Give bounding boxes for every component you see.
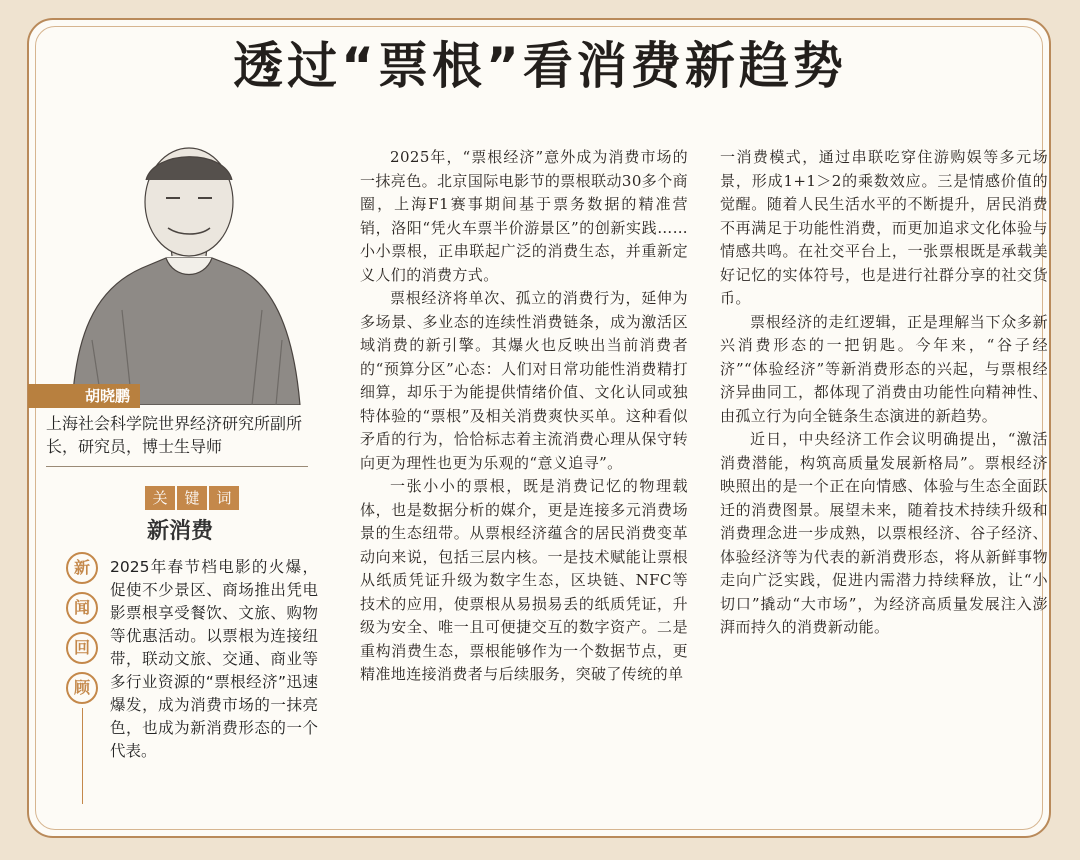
article-column-1: [360, 146, 688, 687]
article-paragraph-continued: 一消费模式，通过串联吃穿住游购娱等多元场景，形成1+1＞2的乘数效应。三是情感价值的觉醒。随着人民生活水平的不断提升，居民消费不再满足于功能性消费，而更加追求文化体验与情感共鸣。在社交平台上，一张票根既是承载美好记忆的实体符号，也是进行社群分享的社交货币。: [720, 148, 1048, 307]
news-review-line: [82, 708, 83, 804]
news-review-char: 新: [66, 552, 98, 584]
article-paragraph: 票根经济将单次、孤立的消费行为，延伸为多场景、多业态的连续性消费链条，成为激活区域消费的新引擎。其爆火也反映出当前消费者的“预算分区”心态：人们对日常功能性消费精打细算，却乐于为能提供情绪价值、文化认同或独特体验的“票根”及相关消费爽快买单。这种看似矛盾的行为，恰恰标志着主流消费心理从保守转向更为理性也更为乐观的“意义追寻”。: [360, 289, 688, 472]
keyword-badge: [145, 486, 239, 510]
author-title: 上海社会科学院世界经济研究所副所长，研究员，博士生导师: [46, 414, 303, 456]
divider: [46, 466, 308, 467]
news-review-char: 顾: [66, 672, 98, 704]
article-paragraph: 一张小小的票根，既是消费记忆的物理载体，也是数据分析的媒介，更是连接多元消费场景的生态纽带。从票根经济蕴含的居民消费变革动向来说，包括三层内核。一是技术赋能让票根从纸质凭证升级为数字生态，区块链、NFC等技术的应用，使票根从易损易丢的纸质凭证，升级为安全、唯一且可便捷交互的数字资产。二是重构消费生态，票根能够作为一个数据节点，更精准地连接消费者与后续服务，突破了传统的单: [360, 477, 688, 683]
headline: 透过“票根”看消费新趋势: [233, 37, 847, 95]
news-review-text: 2025年春节档电影的火爆，促使不少景区、商场推出凭电影票根享受餐饮、文旅、购物等优惠活动。以票根为连接纽带，联动文旅、交通、商业等多行业资源的“票根经济”迅速爆发，成为消费市场的一抹亮色，也成为新消费形态的一个代表。: [110, 558, 318, 760]
keyword-badge-char: 词: [209, 486, 239, 510]
news-review-char: 回: [66, 632, 98, 664]
article-paragraph: 近日，中央经济工作会议明确提出，“激活消费潜能，构筑高质量发展新格局”。票根经济映照出的是一个正在向情感、体验与生态全面跃迁的消费图景。展望未来，随着技术持续升级和消费理念进一步成熟，以票根经济、谷子经济、体验经济等为代表的新消费形态，将从新鲜事物走向广泛实践，促进内需潜力持续释放，让“小切口”撬动“大市场”，为经济高质量发展注入澎湃而持久的消费新动能。: [720, 430, 1048, 636]
author-name: 胡晓鹏: [28, 384, 140, 408]
news-review-char: 闻: [66, 592, 98, 624]
article-column-2: [720, 146, 1048, 640]
article-paragraph: 2025年，“票根经济”意外成为消费市场的一抹亮色。北京国际电影节的票根联动30多个商圈，上海F1赛事期间基于票务数据的精准营销，洛阳“凭火车票半价游景区”的创新实践……小小票根，正串联起广泛的消费生态，并重新定义人们的消费方式。: [360, 148, 688, 284]
news-review-label: [66, 552, 96, 712]
article-paragraph: 票根经济的走红逻辑，正是理解当下众多新兴消费形态的一把钥匙。今年来，“谷子经济”“体验经济”等新消费形态的兴起，与票根经济异曲同工，都体现了消费由功能性向精神性、由孤立行为向全链条生态演进的新趋势。: [720, 312, 1048, 425]
keyword-badge-char: 键: [177, 486, 207, 510]
keyword-word: 新消费: [146, 519, 213, 544]
author-portrait: [62, 140, 302, 405]
keyword-badge-char: 关: [145, 486, 175, 510]
